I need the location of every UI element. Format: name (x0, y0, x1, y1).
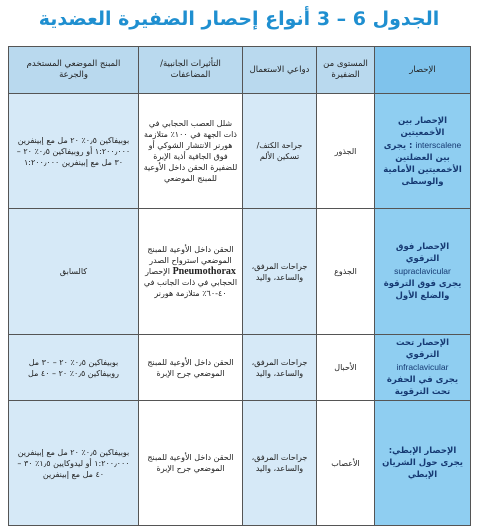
anesthetic-cell: بوبيفاكين ٠٫٥٪ ٢٠ مل مع إبينفرين ١:٢٠٠٫٠٠٠ أو ليدوكايين ١٫٥٪ ٣٠ – ٤٠ مل مع إبينفرين (9, 401, 139, 526)
side-effects-cell: شلل العصب الحجابي في ذات الجهة في ١٠٠٪ متلازمة هورنر الانتشار الشوكي أو فوق الجافية أذية الإبرة للضفيرة الحقن داخل الأوعية للمبنج الموضعي (139, 94, 243, 209)
indication-cell: جراحة الكتف/ تسكين الألم (243, 94, 317, 209)
anesthetic-cell: بوبيفاكين ٠٫٥٪ ٢٠ مل مع إبينفرين ١:٢٠٠٫٠٠٠ أو روبيفاكين ٠٫٥٪ ٢٠ – ٣٠ مل مع إبينفرين ١:٢٠٠٫٠٠٠ (9, 94, 139, 209)
indication-cell: جراحات المرفق، والساعد، واليد (243, 401, 317, 526)
brachial-plexus-blocks-table (8, 46, 471, 526)
block-cell (375, 94, 471, 209)
header-block: الإحصار (375, 47, 471, 94)
header-side-effects: التأثيرات الجانبية/ المضاعفات (139, 47, 243, 94)
block-name: الإحصار الإبطي: يجرى حول الشريان الإبطي (382, 446, 463, 480)
table-row (9, 401, 471, 526)
side-effects-cell (139, 209, 243, 335)
block-name: الإحصار فوق الترقوي (395, 242, 450, 264)
header-anesthetic: المبنج الموضعي المستخدم والجرعة (9, 47, 139, 94)
anesthetic-cell: كالسابق (9, 209, 139, 335)
table-header-row (9, 47, 471, 94)
header-level: المستوى من الضفيرة (317, 47, 375, 94)
table-row (9, 209, 471, 335)
block-name: الإحصار تحت الترقوي (395, 338, 450, 360)
block-latin-name: interscalene (415, 139, 462, 150)
anesthetic-cell: بوبيفاكين ٠٫٥٪ ٢٠ – ٣٠ مل روبيفاكين ٠٫٥٪ ٢٠ – ٤٠ مل (9, 335, 139, 401)
side-effects-latin: Pneumothorax (172, 266, 236, 277)
level-cell: الأحبال (317, 335, 375, 401)
level-cell: الأعصاب (317, 401, 375, 526)
side-effects-cell: الحقن داخل الأوعية للمبنج الموضعي جرح الإبرة (139, 401, 243, 526)
table-row (9, 335, 471, 401)
block-cell (375, 401, 471, 526)
table-row (9, 94, 471, 209)
table-title: الجدول 6 – 3 أنواع إحصار الضفيرة العضدية (38, 8, 440, 30)
header-indication: دواعي الاستعمال (243, 47, 317, 94)
indication-cell: جراحات المرفق، والساعد، واليد (243, 335, 317, 401)
side-effects-cell: الحقن داخل الأوعية للمبنج الموضعي جرح الإبرة (139, 335, 243, 401)
block-description: يجرى في الحفرة تحت الترقوية (386, 375, 459, 397)
block-latin-name: supraclavicular (394, 266, 451, 276)
block-description: يجرى فوق الترقوة والضلع الأول (383, 279, 462, 301)
block-name: الإحصار بين الأخمعيتين (397, 115, 448, 138)
level-cell: الجذور (317, 94, 375, 209)
side-effects-text: الحقن داخل الأوعية للمبنج الموضعي استرواح الصدر (147, 245, 234, 265)
side-effects-text-continued: الإحصار الحجابي في ذات الجانب في ٤٠-٦٠٪ متلازمة هورنر (143, 267, 238, 298)
block-cell (375, 335, 471, 401)
block-cell (375, 209, 471, 335)
block-latin-name: infraclavicular (396, 362, 449, 372)
indication-cell: جراحات المرفق، والساعد، واليد (243, 209, 317, 335)
level-cell: الجذوع (317, 209, 375, 335)
block-description: : يجرى بين العضلتين الأخمعيتين الأمامية والوسطى (383, 140, 462, 187)
